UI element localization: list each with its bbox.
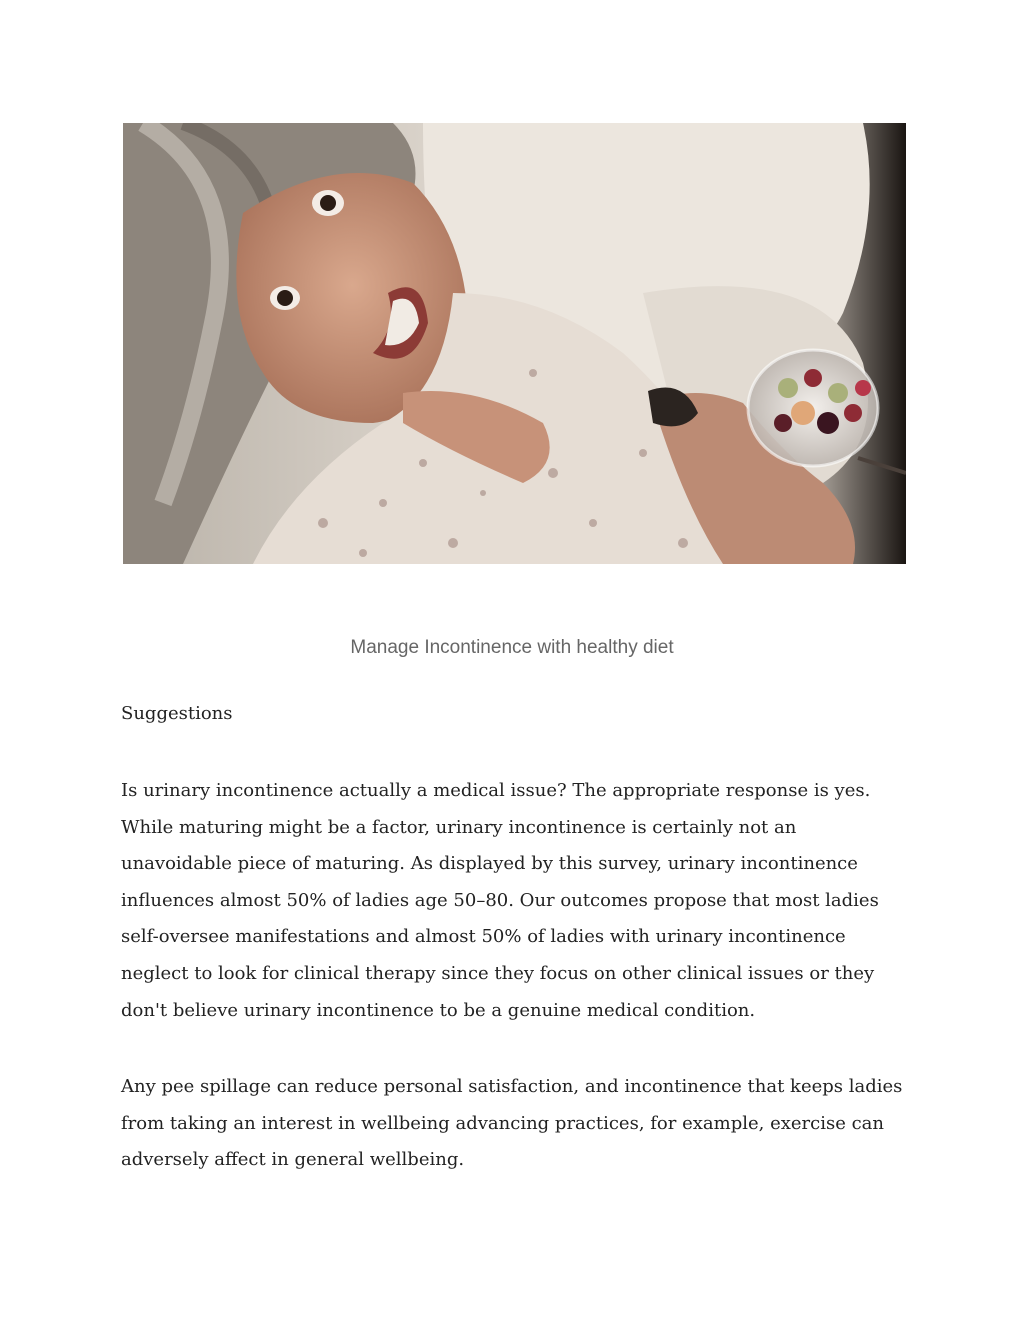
photo-caption: Manage Incontinence with healthy diet [350,637,674,658]
section-heading: Suggestions [121,703,233,724]
woman-eating-fruit-photo [123,123,906,564]
article-photo [123,123,906,564]
article-paragraph-1: Is urinary incontinence actually a medical issue? The appropriate response is yes. While maturing might be a factor, urinary incontinence is certainly not an unavoidable piece of maturing. As displayed by this survey, urinary incontinence influences almost 50% of ladies age 50–80. Our outcomes propose that most ladies self-oversee manifestations and almost 50% of ladies with urinary incontinence neglect to look for clinical therapy since they focus on other clinical issues or they don't believe urinary incontinence to be a genuine medical condition. [121,780,879,1021]
article-paragraph-2: Any pee spillage can reduce personal satisfaction, and incontinence that keeps ladies from taking an interest in wellbeing advancing practices, for example, exercise can adversely affect in general wellbeing. [121,1076,903,1171]
